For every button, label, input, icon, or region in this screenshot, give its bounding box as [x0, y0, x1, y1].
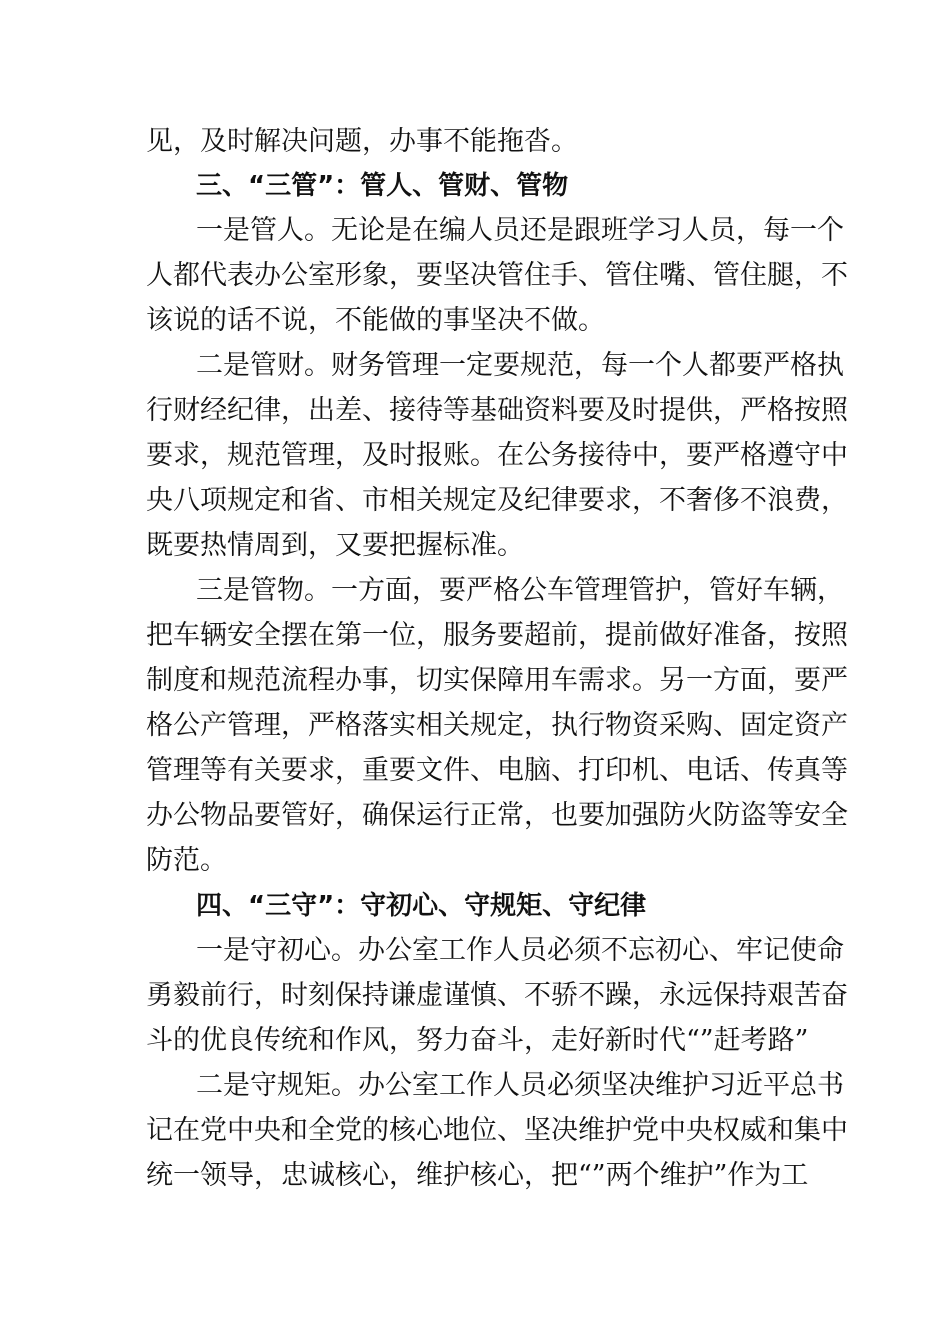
paragraph-line: 把车辆安全摆在第一位，服务要超前，提前做好准备，按照 [146, 620, 848, 651]
paragraph-line: 该说的话不说，不能做的事坚决不做。 [146, 305, 605, 336]
paragraph-line: 二是管财。财务管理一定要规范，每一个人都要严格执 [196, 350, 844, 381]
paragraph-line: 一是管人。无论是在编人员还是跟班学习人员，每一个 [196, 215, 844, 246]
paragraph-line: 要求，规范管理，及时报账。在公务接待中，要严格遵守中 [146, 440, 848, 471]
paragraph-line: 勇毅前行，时刻保持谦虚谨慎、不骄不躁，永远保持艰苦奋 [146, 980, 848, 1011]
section-heading: 四、“三守”：守初心、守规矩、守纪律 [196, 891, 647, 921]
paragraph-line: 管理等有关要求，重要文件、电脑、打印机、电话、传真等 [146, 755, 848, 786]
paragraph-line: 行财经纪律，出差、接待等基础资料要及时提供，严格按照 [146, 395, 848, 426]
paragraph-line: 既要热情周到，又要把握标准。 [146, 530, 524, 561]
paragraph-line: 三是管物。一方面，要严格公车管理管护，管好车辆， [196, 575, 844, 606]
paragraph-line: 记在党中央和全党的核心地位、坚决维护党中央权威和集中 [146, 1115, 848, 1146]
paragraph-line: 制度和规范流程办事，切实保障用车需求。另一方面，要严 [146, 665, 848, 696]
paragraph-line: 人都代表办公室形象，要坚决管住手、管住嘴、管住腿，不 [146, 260, 848, 291]
paragraph-line: 见，及时解决问题，办事不能拖沓。 [146, 126, 578, 157]
paragraph-line: 格公产管理，严格落实相关规定，执行物资采购、固定资产 [146, 710, 848, 741]
paragraph-line: 二是守规矩。办公室工作人员必须坚决维护习近平总书 [196, 1070, 844, 1101]
paragraph-line: 斗的优良传统和作风，努力奋斗，走好新时代“”赶考路” [146, 1025, 809, 1056]
paragraph-line: 一是守初心。办公室工作人员必须不忘初心、牢记使命 [196, 935, 844, 966]
paragraph-line: 央八项规定和省、市相关规定及纪律要求，不奢侈不浪费， [146, 485, 848, 516]
paragraph-line: 统一领导，忠诚核心，维护核心，把“”两个维护”作为工 [146, 1160, 809, 1191]
paragraph-line: 防范。 [146, 845, 227, 876]
paragraph-line: 办公物品要管好，确保运行正常，也要加强防火防盗等安全 [146, 800, 848, 831]
section-heading: 三、“三管”：管人、管财、管物 [196, 171, 569, 201]
